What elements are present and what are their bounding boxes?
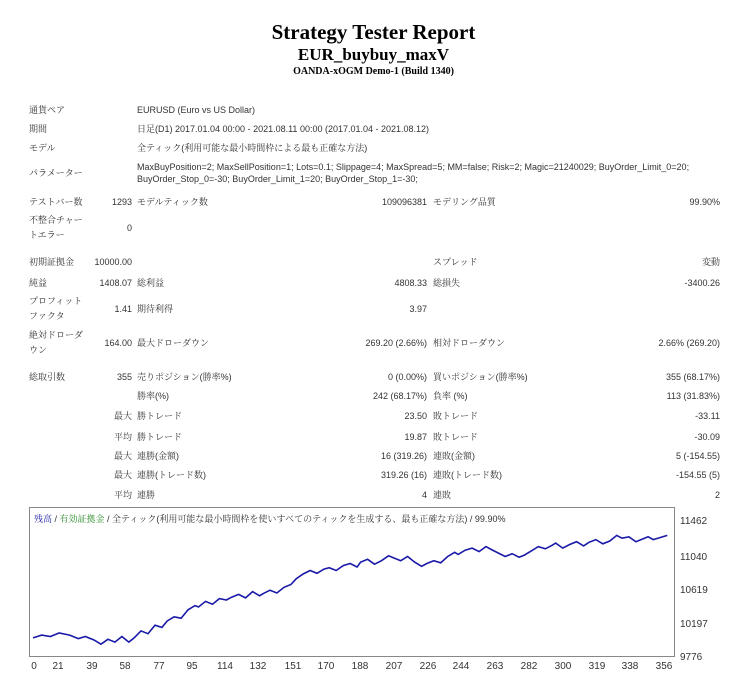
bars-value: 1293 [111,197,132,207]
legend-equity: 有効証拠金 [59,514,105,524]
relative-drawdown-label: 相対ドローダウン [433,338,506,348]
average-consecutive-losses-label: 連敗 [433,490,452,500]
x-tick-label: 244 [452,661,470,672]
long-positions-value: 355 (68.17%) [665,372,720,382]
max-drawdown-label: 最大ドローダウン [137,338,210,348]
x-tick-label: 207 [385,661,403,672]
absolute-drawdown-value: 164.00 [104,338,132,348]
consecutive-wins-value: 16 (319.26) [380,451,427,461]
y-tick-label: 10197 [680,619,708,630]
gross-loss-value: -3400.26 [684,278,720,288]
params-label: パラメーター [29,168,83,178]
gross-loss-label: 総損失 [433,278,461,288]
average-win-label: 勝トレード [137,432,183,442]
x-tick-label: 95 [186,661,198,672]
mismatch-label-line-2: トエラー [29,230,65,240]
x-tick-label: 300 [554,661,572,672]
expected-payoff-value: 3.97 [409,304,427,314]
x-tick-label: 170 [317,661,335,672]
average-consecutive-losses-value: 2 [714,490,720,500]
y-tick-label: 11040 [680,552,708,563]
mismatch-label-line-1: 不整合チャー [29,215,83,225]
x-tick-label: 39 [86,661,98,672]
x-tick-label: 338 [621,661,639,672]
average-loss-value: -30.09 [694,432,720,442]
period-label: 期間 [29,124,48,134]
win-trades-label: 勝率(%) [137,391,169,401]
max-consecutive-profit-prefix: 最大 [114,470,133,480]
loss-trades-label: 負率 (%) [433,391,468,401]
loss-trades-value: 113 (31.83%) [666,391,720,401]
gross-profit-label: 総利益 [137,278,165,288]
consecutive-profit-label: 連勝(トレード数) [137,470,206,480]
bars-label: テストバー数 [29,197,83,207]
short-positions-label: 売りポジション(勝率%) [137,372,232,382]
profit-factor-value: 1.41 [114,304,132,314]
largest-win-label: 勝トレード [137,411,183,421]
x-tick-label: 132 [249,661,267,672]
average-loss-label: 敗トレード [433,432,479,442]
expert-name: EUR_buybuy_maxV [297,45,450,64]
net-profit-value: 1408.07 [99,278,132,288]
balance-line [33,535,667,644]
x-tick-label: 21 [52,661,64,672]
average-consecutive-prefix: 平均 [114,490,133,500]
x-tick-label: 58 [119,661,131,672]
largest-loss-label: 敗トレード [433,411,479,421]
params-line-2: BuyOrder_Stop_0=-30; BuyOrder_Limit_1=20; BuyOrder_Stop_1=-30; [137,174,418,184]
x-tick-label: 226 [419,661,437,672]
largest-win-value: 23.50 [404,411,427,421]
x-tick-label: 263 [486,661,504,672]
pair-label: 通貨ペア [29,105,66,115]
average-win-value: 19.87 [404,432,427,442]
long-positions-label: 買いポジション(勝率%) [433,372,528,382]
spread-value: 変動 [701,257,720,267]
average-consecutive-wins-label: 連勝 [137,490,156,500]
win-trades-value: 242 (68.17%) [372,391,427,401]
report-title: Strategy Tester Report [271,20,476,44]
y-tick-label: 11462 [680,516,708,527]
max-consecutive-prefix: 最大 [114,451,133,461]
y-tick-label: 9776 [680,652,703,663]
quality-value: 99.90% [689,197,720,207]
average-consecutive-wins-value: 4 [421,490,427,500]
spread-label: スプレッド [433,257,478,267]
absolute-drawdown-label-line-1: 絶対ドローダ [29,330,84,340]
x-tick-label: 0 [31,661,37,672]
chart-legend [34,512,505,525]
legend-description: / 全ティック(利用可能な最小時間枠を使いすべてのティックを生成する、最も正確な方法) / 99.90% [104,514,506,524]
largest-prefix: 最大 [114,411,133,421]
quality-label: モデリング品質 [433,197,496,207]
ticks-value: 109096381 [381,197,427,207]
net-profit-label: 純益 [29,278,48,288]
consecutive-losses-label: 連敗(金額) [433,451,475,461]
period-value: 日足(D1) 2017.01.04 00:00 - 2021.08.11 00:00 (2017.01.04 - 2021.08.12) [137,124,430,134]
x-tick-label: 151 [284,661,302,672]
deposit-label: 初期証拠金 [29,257,75,267]
server-name: OANDA-xOGM Demo-1 (Build 1340) [293,66,454,77]
x-tick-label: 319 [588,661,606,672]
x-tick-label: 188 [351,661,369,672]
average-prefix: 平均 [114,432,133,442]
profit-factor-label-line-1: プロフィット [29,296,83,306]
expected-payoff-label: 期待利得 [137,304,174,314]
consecutive-loss-label: 連敗(トレード数) [433,470,502,480]
consecutive-losses-value: 5 (-154.55) [675,451,720,461]
profit-factor-label-line-2: ファクタ [29,311,65,321]
x-tick-label: 282 [520,661,538,672]
x-tick-label: 356 [655,661,673,672]
total-trades-value: 355 [116,372,132,382]
largest-loss-value: -33.11 [695,411,720,421]
model-value: 全ティック(利用可能な最小時間枠による最も正確な方法) [137,143,368,153]
balance-chart [29,507,675,657]
params-line-1: MaxBuyPosition=2; MaxSellPosition=1; Lots=0.1; Slippage=4; MaxSpread=5; MM=false; Risk=2; Magic=21240029; BuyOrder_Limit_0=20; [137,162,690,172]
short-positions-value: 0 (0.00%) [387,372,427,382]
deposit-value: 10000.00 [94,257,132,267]
consecutive-profit-value: 319.26 (16) [380,470,427,480]
legend-separator: / [52,514,60,524]
x-tick-label: 77 [153,661,165,672]
absolute-drawdown-label-line-2: ウン [29,345,48,355]
max-drawdown-value: 269.20 (2.66%) [365,338,427,348]
consecutive-wins-label: 連勝(金額) [137,451,179,461]
total-trades-label: 総取引数 [29,372,66,382]
legend-balance: 残高 [34,514,53,524]
gross-profit-value: 4808.33 [394,278,427,288]
relative-drawdown-value: 2.66% (269.20) [658,338,720,348]
pair-value: EURUSD (Euro vs US Dollar) [137,105,256,115]
y-tick-label: 10619 [680,585,708,596]
consecutive-loss-value: -154.55 (5) [675,470,720,480]
model-label: モデル [29,143,56,153]
mismatch-value: 0 [126,223,132,233]
x-tick-label: 114 [217,661,233,672]
ticks-label: モデルティック数 [137,197,208,207]
